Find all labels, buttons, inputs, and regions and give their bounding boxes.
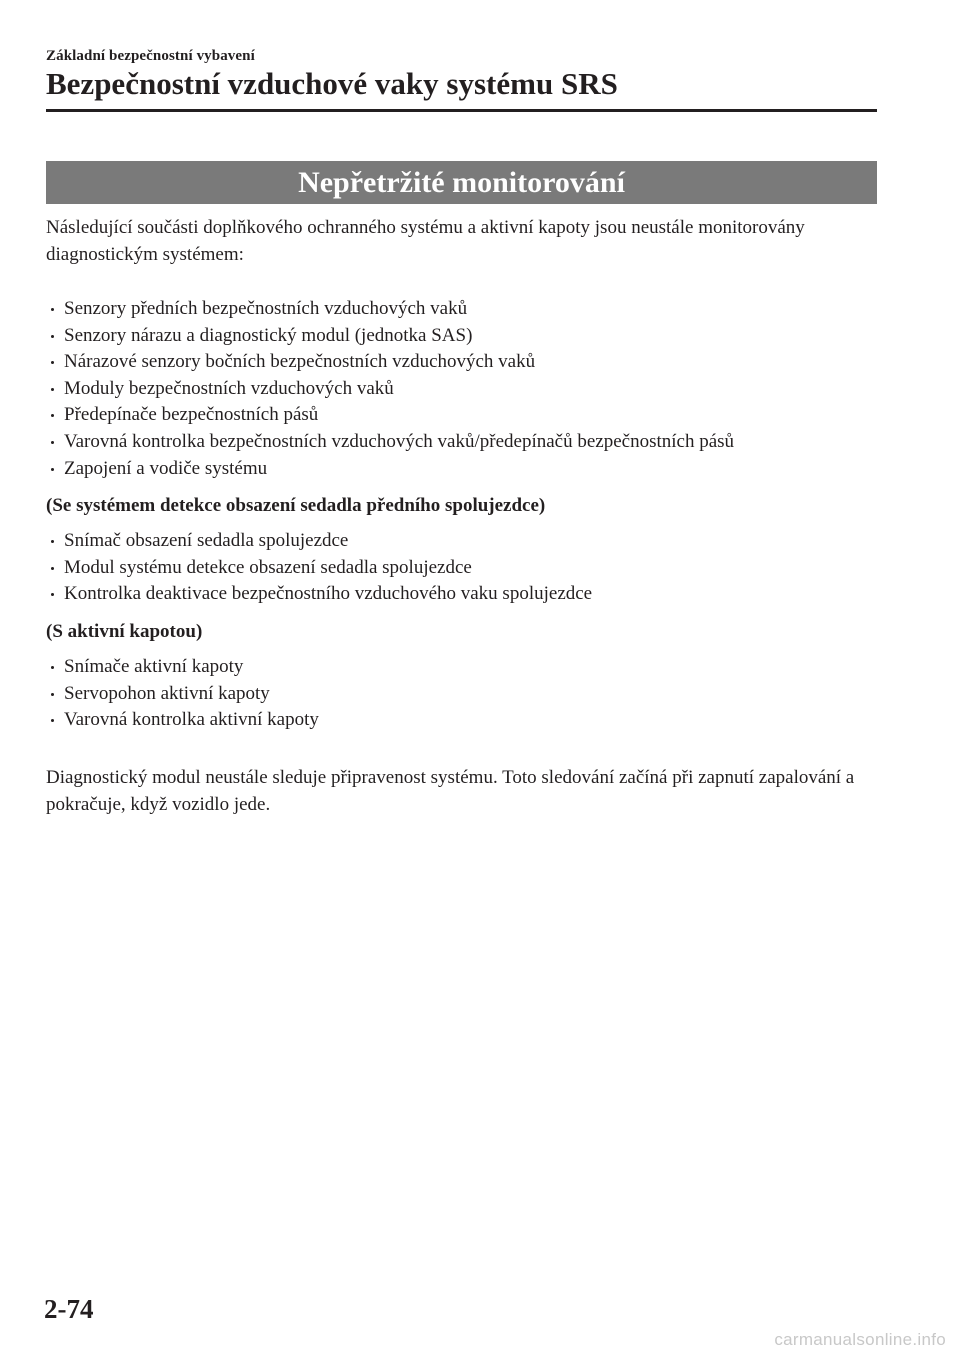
bullet-dot-icon: [51, 719, 54, 722]
page-number: 2-74: [44, 1294, 94, 1324]
list-item-text: Předepínače bezpečnostních pásů: [64, 404, 319, 426]
section-label: Základní bezpečnostní vybavení: [46, 48, 255, 64]
list-item: [46, 654, 877, 681]
list-item: [46, 581, 877, 608]
occupant-detection-list: [46, 528, 877, 608]
bullet-dot-icon: [51, 666, 54, 669]
subheading-occupant-detection: (Se systémem detekce obsazení sedadla předního spolujezdce): [46, 495, 546, 517]
watermark: carmanualsonline.info: [774, 1330, 946, 1349]
list-item-text: Senzory předních bezpečnostních vzduchových vaků: [64, 298, 468, 319]
list-item: [46, 681, 877, 708]
list-item: [46, 528, 877, 555]
list-item-text: Snímače aktivní kapoty: [64, 655, 244, 677]
closing-paragraph: Diagnostický modul neustále sleduje připravenost systému. Toto sledování začíná při zapnutí zapalování a pokračuje, když vozidlo jede.: [46, 766, 855, 815]
bullet-dot-icon: [51, 693, 54, 696]
list-item-text: Varovná kontrolka aktivní kapoty: [64, 709, 319, 731]
header-divider: [46, 109, 877, 112]
intro-paragraph: Následující součásti doplňkového ochranného systému a aktivní kapoty jsou neustále monitorovány diagnostickým systémem:: [46, 217, 805, 265]
list-item: [46, 707, 877, 734]
bullet-dot-icon: [51, 388, 54, 391]
bullet-dot-icon: [51, 335, 54, 338]
bullet-dot-icon: [51, 361, 54, 364]
list-item: [46, 456, 877, 483]
list-item-text: Modul systému detekce obsazení sedadla spolujezdce: [64, 556, 472, 578]
list-item: [46, 376, 877, 403]
bullet-dot-icon: [51, 308, 54, 311]
bullet-dot-icon: [51, 567, 54, 570]
bullet-dot-icon: [51, 540, 54, 543]
monitored-components-list: [46, 296, 877, 482]
list-item: [46, 296, 877, 323]
bullet-dot-icon: [51, 593, 54, 596]
section-heading: Nepřetržité monitorování: [46, 161, 877, 204]
subheading-active-hood: (S aktivní kapotou): [46, 620, 203, 642]
list-item-text: Moduly bezpečnostních vzduchových vaků: [64, 377, 394, 399]
bullet-dot-icon: [51, 414, 54, 417]
list-item-text: Servopohon aktivní kapoty: [64, 682, 270, 704]
list-item-text: Kontrolka deaktivace bezpečnostního vzduchového vaku spolujezdce: [64, 583, 593, 605]
list-item: [46, 429, 877, 456]
list-item: [46, 402, 877, 429]
bullet-dot-icon: [51, 441, 54, 444]
list-item-text: Senzory nárazu a diagnostický modul (jednotka SAS): [64, 324, 473, 346]
list-item: [46, 349, 877, 376]
list-item-text: Snímač obsazení sedadla spolujezdce: [64, 530, 349, 552]
page-title: Bezpečnostní vzduchové vaky systému SRS: [46, 66, 618, 101]
content-body: [46, 214, 877, 818]
list-item-text: Varovná kontrolka bezpečnostních vzduchových vaků/předepínačů bezpečnostních pásů: [64, 430, 735, 452]
list-item-text: Nárazové senzory bočních bezpečnostních vzduchových vaků: [64, 351, 536, 373]
bullet-dot-icon: [51, 468, 54, 471]
list-item-text: Zapojení a vodiče systému: [64, 457, 268, 479]
list-item: [46, 555, 877, 582]
list-item: [46, 323, 877, 350]
active-hood-list: [46, 654, 877, 734]
